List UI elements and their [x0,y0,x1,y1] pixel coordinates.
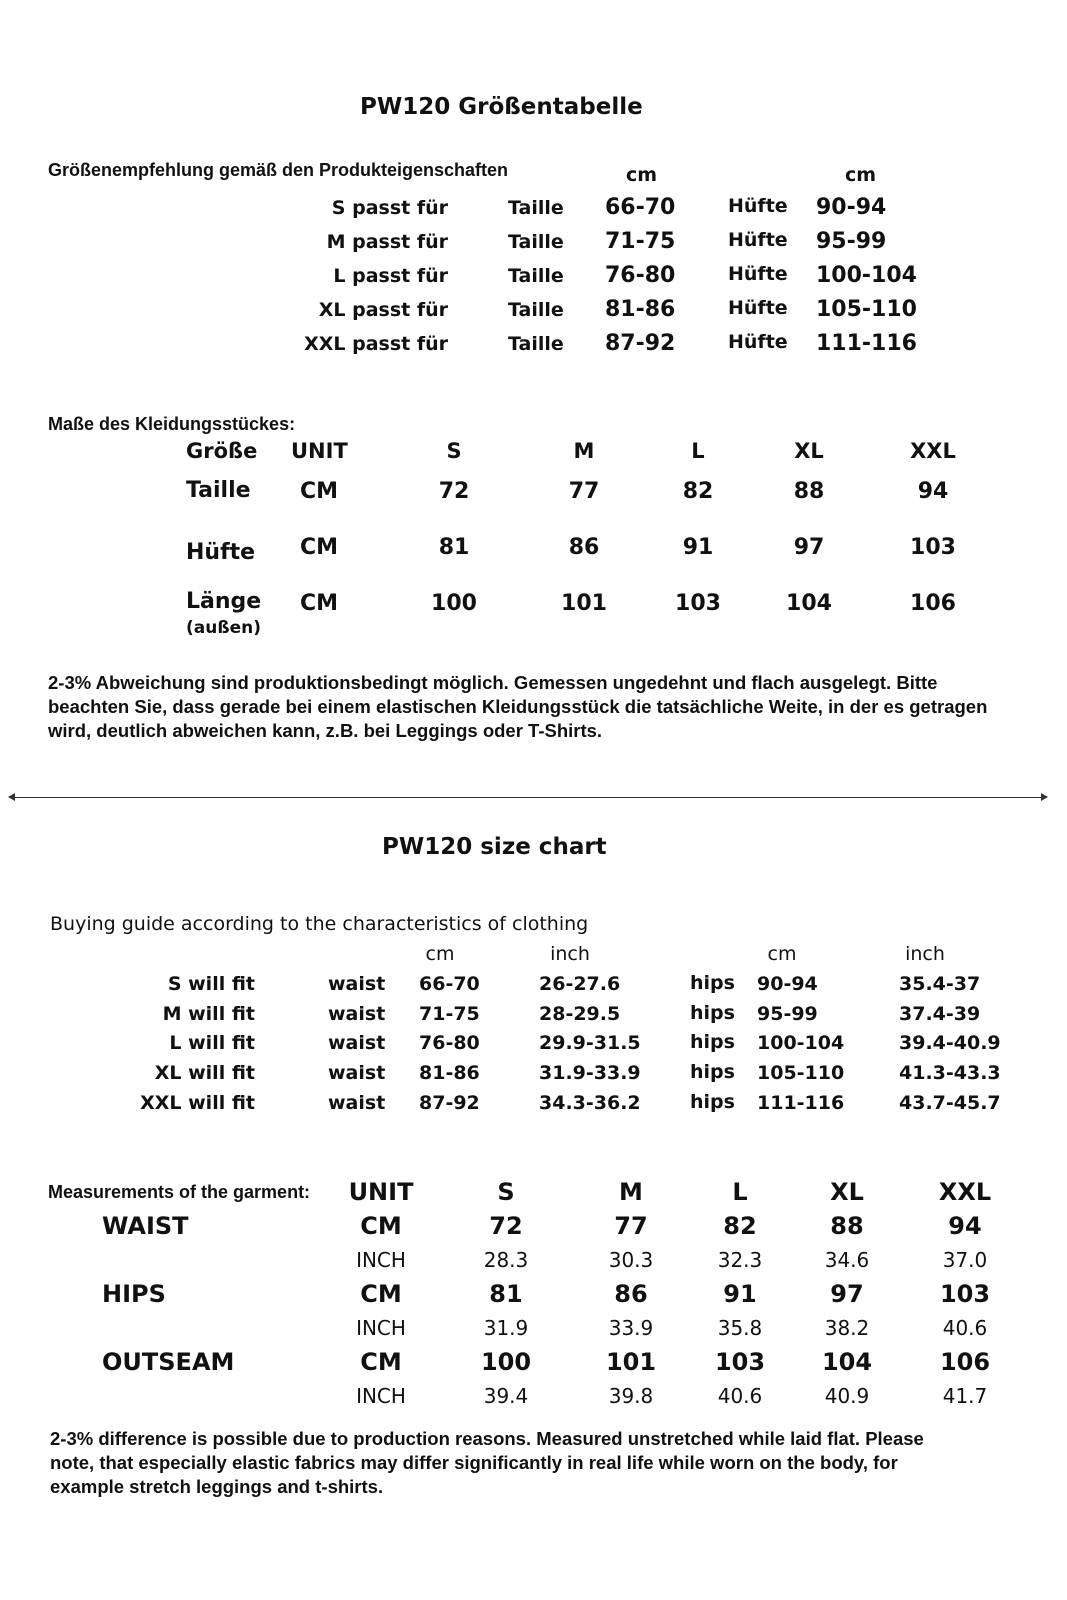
en-title: PW120 size chart [382,834,607,860]
en-note: 2-3% difference is possible due to production reasons. Measured unstretched while laid flat. Please note, that especially elastic fabrics may differ significantly in real life while worn on the body, for example stretch leggings and t-shirts. [50,1428,924,1497]
en-rec-hip-label: hips [690,972,735,994]
de-cm-header: cm [845,164,877,186]
en-meas-value-cm: 88 [830,1212,864,1240]
en-meas-unit-inch: INCH [356,1248,406,1272]
en-meas-value-cm: 100 [480,1348,532,1376]
de-meas-unit: CM [300,535,339,560]
en-meas-value-inch: 41.7 [942,1384,988,1408]
en-meas-header: XXL [938,1178,992,1206]
en-meas-value-inch: 39.4 [483,1384,529,1408]
en-rec-hip-cm: 100-104 [757,1032,845,1054]
de-meas-value: 103 [910,535,956,560]
de-rec-size: L passt für [333,265,448,287]
en-rec-waist-cm: 71-75 [419,1003,480,1025]
en-meas-value-cm: 72 [489,1212,523,1240]
de-meas-header: M [573,439,595,463]
de-meas-value: 94 [917,479,949,504]
en-rec-waist-inch: 29.9-31.5 [539,1032,641,1054]
en-rec-hip-label: hips [690,1061,735,1083]
de-rec-hip-value: 95-99 [816,229,887,254]
de-meas-value: 106 [910,591,956,616]
en-meas-header: XL [830,1178,864,1206]
en-measurements-heading: Measurements of the garment: [48,1182,311,1202]
de-rec-waist-value: 81-86 [605,297,676,322]
de-meas-header: S [446,439,462,463]
en-meas-unit-inch: INCH [356,1316,406,1340]
en-meas-row-label: OUTSEAM [102,1348,235,1376]
de-rec-hip-value: 111-116 [816,331,917,356]
en-meas-header: S [497,1178,515,1206]
en-meas-value-cm: 103 [714,1348,766,1376]
en-meas-value-inch: 37.0 [942,1248,988,1272]
en-meas-value-inch: 39.8 [608,1384,654,1408]
de-meas-header: L [691,439,705,463]
en-meas-value-inch: 33.9 [608,1316,654,1340]
en-meas-value-inch: 40.9 [824,1384,870,1408]
en-meas-value-cm: 97 [830,1280,864,1308]
de-rec-hip-label: Hüfte [728,195,788,217]
en-rec-waist-label: waist [328,1062,386,1084]
en-rec-waist-cm: 66-70 [419,973,480,995]
en-rec-hip-cm: 95-99 [757,1003,818,1025]
de-rec-waist-value: 66-70 [605,195,676,220]
en-meas-value-cm: 91 [723,1280,757,1308]
de-rec-hip-value: 105-110 [816,297,917,322]
en-rec-waist-cm: 76-80 [419,1032,480,1054]
en-rec-hip-cm: 111-116 [757,1092,845,1114]
en-unit-header: cm [425,943,455,965]
de-meas-value: 103 [675,591,721,616]
en-rec-waist-inch: 31.9-33.9 [539,1062,641,1084]
en-rec-hip-inch: 39.4-40.9 [899,1032,1001,1054]
de-rec-waist-label: Taille [508,299,564,321]
de-meas-header: UNIT [291,439,348,463]
de-rec-hip-label: Hüfte [728,263,788,285]
en-rec-size: XL will fit [154,1062,255,1084]
de-rec-waist-label: Taille [508,333,564,355]
en-unit-header: inch [905,943,945,965]
en-meas-value-cm: 103 [939,1280,991,1308]
en-rec-waist-inch: 34.3-36.2 [539,1092,641,1114]
en-meas-row-label: WAIST [102,1212,189,1240]
en-rec-hip-inch: 37.4-39 [899,1003,981,1025]
en-rec-size: XXL will fit [140,1092,255,1114]
en-rec-hip-label: hips [690,1031,735,1053]
en-meas-value-cm: 94 [948,1212,982,1240]
en-meas-unit-inch: INCH [356,1384,406,1408]
de-rec-waist-label: Taille [508,265,564,287]
en-rec-waist-label: waist [328,973,386,995]
en-rec-hip-label: hips [690,1091,735,1113]
de-rec-hip-value: 100-104 [816,263,917,288]
en-meas-header: M [619,1178,643,1206]
de-meas-value: 86 [568,535,600,560]
en-rec-hip-cm: 105-110 [757,1062,845,1084]
de-meas-row-label: Hüfte [186,540,256,565]
de-meas-value: 72 [438,479,470,504]
section-divider [10,797,1046,798]
en-meas-value-cm: 82 [723,1212,757,1240]
en-meas-value-inch: 40.6 [942,1316,988,1340]
de-rec-hip-label: Hüfte [728,229,788,251]
en-meas-value-inch: 34.6 [824,1248,870,1272]
de-meas-row-label: Länge [186,589,262,614]
en-meas-value-cm: 104 [821,1348,873,1376]
de-rec-hip-value: 90-94 [816,195,887,220]
de-rec-size: S passt für [331,197,448,219]
en-meas-value-inch: 40.6 [717,1384,763,1408]
en-rec-hip-label: hips [690,1002,735,1024]
en-unit-header: inch [550,943,590,965]
de-rec-waist-label: Taille [508,197,564,219]
de-title: PW120 Größentabelle [360,94,643,120]
en-meas-header: UNIT [348,1178,414,1206]
en-rec-size: S will fit [167,973,255,995]
en-rec-waist-label: waist [328,1092,386,1114]
de-meas-value: 97 [793,535,825,560]
en-meas-row-label: HIPS [102,1280,166,1308]
de-rec-size: M passt für [326,231,448,253]
de-meas-unit: CM [300,591,339,616]
de-meas-unit: CM [300,479,339,504]
de-meas-header: XXL [910,439,956,463]
de-rec-size: XXL passt für [304,333,448,355]
en-rec-size: M will fit [162,1003,255,1025]
de-meas-value: 100 [431,591,477,616]
de-meas-row-label: Taille [186,478,251,503]
en-meas-unit: CM [360,1212,402,1240]
de-rec-waist-value: 76-80 [605,263,676,288]
en-rec-size: L will fit [169,1032,255,1054]
de-meas-value: 104 [786,591,832,616]
de-rec-waist-value: 71-75 [605,229,676,254]
en-rec-waist-cm: 87-92 [419,1092,480,1114]
de-rec-hip-label: Hüfte [728,297,788,319]
en-meas-unit: CM [360,1280,402,1308]
en-rec-waist-inch: 26-27.6 [539,973,621,995]
en-meas-unit: CM [360,1348,402,1376]
de-cm-header: cm [626,164,658,186]
de-rec-size: XL passt für [318,299,448,321]
en-rec-hip-inch: 35.4-37 [899,973,981,995]
de-meas-value: 88 [793,479,825,504]
de-meas-row-sublabel: (außen) [186,618,261,638]
de-rec-hip-label: Hüfte [728,331,788,353]
de-measurements-heading: Maße des Kleidungsstückes: [48,414,296,434]
de-meas-value: 77 [568,479,600,504]
de-rec-waist-value: 87-92 [605,331,676,356]
de-meas-value: 101 [561,591,607,616]
de-meas-header: Größe [186,439,258,463]
en-rec-waist-cm: 81-86 [419,1062,480,1084]
en-meas-value-inch: 32.3 [717,1248,763,1272]
en-meas-value-inch: 35.8 [717,1316,763,1340]
en-rec-hip-inch: 41.3-43.3 [899,1062,1001,1084]
en-meas-value-inch: 28.3 [483,1248,529,1272]
de-note: 2-3% Abweichung sind produktionsbedingt möglich. Gemessen ungedehnt und flach ausgelegt. Bitte beachten Sie, dass gerade bei einem elastischen Kleidungsstück die tatsächliche Weite, in der es getragen wird, deutlich abweichen kann, z.B. bei Leggings oder T-Shirts. [48,672,988,741]
de-recommendation-heading: Größenempfehlung gemäß den Produkteigenschaften [48,160,509,180]
de-meas-value: 82 [682,479,714,504]
en-meas-value-cm: 81 [489,1280,523,1308]
en-rec-waist-label: waist [328,1003,386,1025]
de-meas-value: 91 [682,535,714,560]
en-meas-value-cm: 77 [614,1212,648,1240]
de-meas-header: XL [794,439,824,463]
en-meas-header: L [732,1178,748,1206]
en-buying-guide-heading: Buying guide according to the characteristics of clothing [50,913,589,935]
en-rec-hip-cm: 90-94 [757,973,818,995]
en-meas-value-inch: 30.3 [608,1248,654,1272]
en-rec-waist-inch: 28-29.5 [539,1003,621,1025]
de-meas-value: 81 [438,535,470,560]
de-rec-waist-label: Taille [508,231,564,253]
en-meas-value-inch: 31.9 [483,1316,529,1340]
en-meas-value-cm: 106 [939,1348,991,1376]
en-meas-value-inch: 38.2 [824,1316,870,1340]
en-meas-value-cm: 101 [605,1348,657,1376]
en-rec-waist-label: waist [328,1032,386,1054]
en-rec-hip-inch: 43.7-45.7 [899,1092,1001,1114]
en-unit-header: cm [767,943,797,965]
en-meas-value-cm: 86 [614,1280,648,1308]
